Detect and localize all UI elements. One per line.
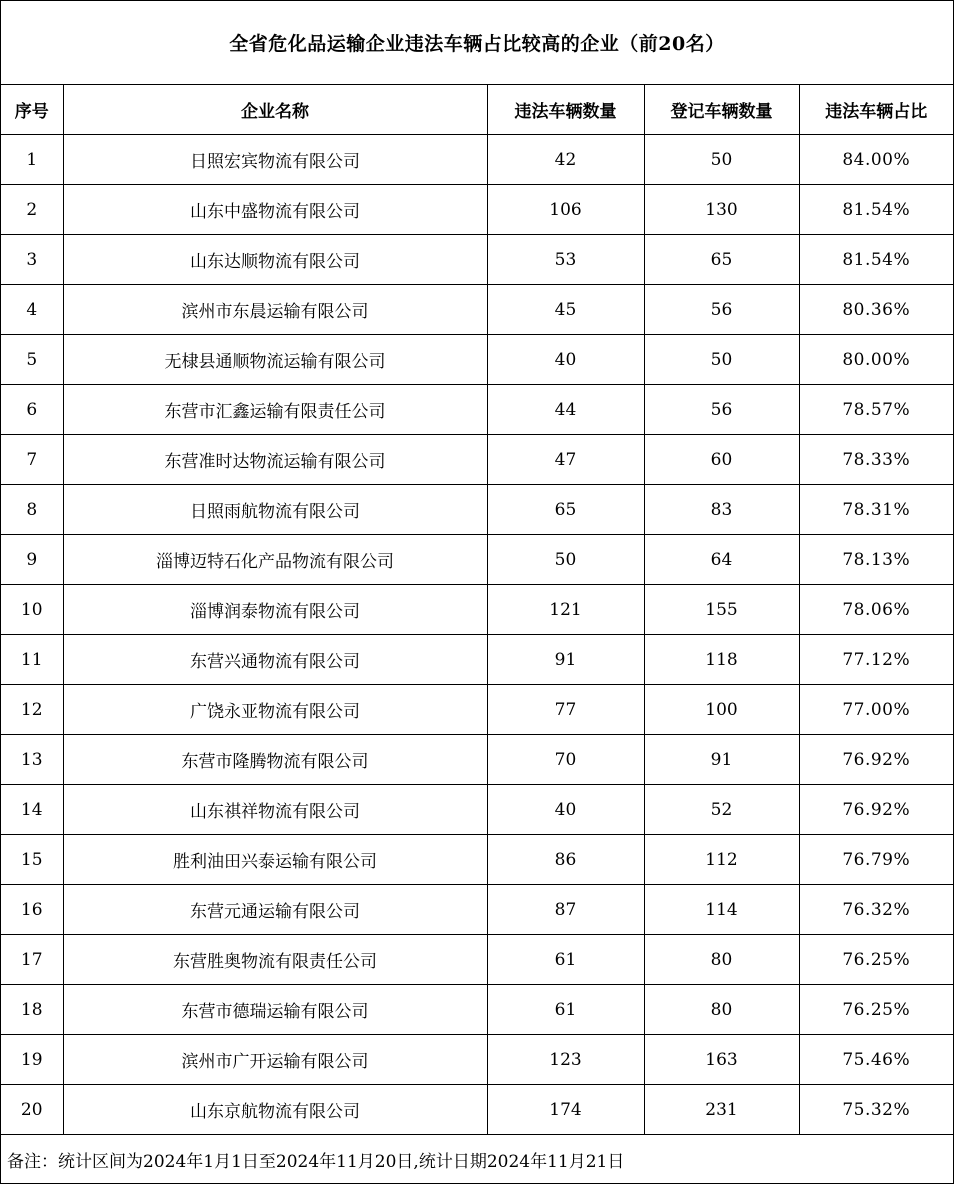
cell-violations: 65	[487, 485, 644, 535]
cell-no: 1	[1, 135, 63, 185]
cell-ratio: 75.46%	[799, 1035, 953, 1085]
cell-ratio: 78.31%	[799, 485, 953, 535]
header-violations: 违法车辆数量	[487, 85, 644, 135]
cell-name: 山东祺祥物流有限公司	[63, 785, 487, 835]
cell-ratio: 78.06%	[799, 585, 953, 635]
cell-ratio: 77.12%	[799, 635, 953, 685]
cell-name: 淄博润泰物流有限公司	[63, 585, 487, 635]
cell-violations: 106	[487, 185, 644, 235]
table-row	[1, 335, 953, 385]
cell-name: 广饶永亚物流有限公司	[63, 685, 487, 735]
cell-ratio: 76.92%	[799, 735, 953, 785]
cell-violations: 174	[487, 1085, 644, 1135]
table-row	[1, 535, 953, 585]
cell-registered: 130	[644, 185, 799, 235]
table-row	[1, 735, 953, 785]
header-registered: 登记车辆数量	[644, 85, 799, 135]
cell-no: 3	[1, 235, 63, 285]
cell-no: 16	[1, 885, 63, 935]
cell-registered: 83	[644, 485, 799, 535]
cell-violations: 44	[487, 385, 644, 435]
table-row	[1, 235, 953, 285]
cell-ratio: 76.79%	[799, 835, 953, 885]
cell-no: 12	[1, 685, 63, 735]
cell-violations: 77	[487, 685, 644, 735]
cell-violations: 70	[487, 735, 644, 785]
cell-registered: 50	[644, 135, 799, 185]
cell-name: 东营市德瑞运输有限公司	[63, 985, 487, 1035]
table-row	[1, 1085, 953, 1135]
cell-no: 7	[1, 435, 63, 485]
footnote: 备注：统计区间为2024年1月1日至2024年11月20日,统计日期2024年11月21日	[7, 1151, 625, 1172]
cell-ratio: 84.00%	[799, 135, 953, 185]
cell-name: 滨州市广开运输有限公司	[63, 1035, 487, 1085]
cell-no: 8	[1, 485, 63, 535]
cell-name: 山东达顺物流有限公司	[63, 235, 487, 285]
cell-violations: 87	[487, 885, 644, 935]
cell-violations: 61	[487, 935, 644, 985]
cell-no: 13	[1, 735, 63, 785]
cell-name: 东营元通运输有限公司	[63, 885, 487, 935]
cell-violations: 61	[487, 985, 644, 1035]
cell-registered: 231	[644, 1085, 799, 1135]
cell-violations: 45	[487, 285, 644, 335]
cell-name: 东营兴通物流有限公司	[63, 635, 487, 685]
cell-registered: 60	[644, 435, 799, 485]
cell-name: 山东中盛物流有限公司	[63, 185, 487, 235]
cell-no: 11	[1, 635, 63, 685]
cell-ratio: 78.33%	[799, 435, 953, 485]
cell-name: 淄博迈特石化产品物流有限公司	[63, 535, 487, 585]
cell-ratio: 76.25%	[799, 935, 953, 985]
cell-no: 9	[1, 535, 63, 585]
cell-no: 14	[1, 785, 63, 835]
cell-ratio: 78.13%	[799, 535, 953, 585]
cell-no: 10	[1, 585, 63, 635]
cell-registered: 100	[644, 685, 799, 735]
cell-violations: 121	[487, 585, 644, 635]
header-no: 序号	[1, 85, 63, 135]
cell-registered: 65	[644, 235, 799, 285]
cell-ratio: 80.36%	[799, 285, 953, 335]
table-row	[1, 935, 953, 985]
cell-name: 东营胜奥物流有限责任公司	[63, 935, 487, 985]
header-ratio: 违法车辆占比	[799, 85, 953, 135]
header-row	[1, 85, 953, 135]
table-row	[1, 885, 953, 935]
cell-ratio: 76.32%	[799, 885, 953, 935]
cell-no: 20	[1, 1085, 63, 1135]
cell-ratio: 80.00%	[799, 335, 953, 385]
cell-registered: 112	[644, 835, 799, 885]
cell-violations: 47	[487, 435, 644, 485]
table-row	[1, 385, 953, 435]
table-row	[1, 485, 953, 535]
cell-ratio: 78.57%	[799, 385, 953, 435]
table-row	[1, 435, 953, 485]
cell-registered: 80	[644, 985, 799, 1035]
table-row	[1, 135, 953, 185]
cell-no: 18	[1, 985, 63, 1035]
table-row	[1, 635, 953, 685]
cell-name: 东营市隆腾物流有限公司	[63, 735, 487, 785]
table-row	[1, 685, 953, 735]
cell-registered: 91	[644, 735, 799, 785]
table-row	[1, 285, 953, 335]
cell-no: 6	[1, 385, 63, 435]
cell-violations: 40	[487, 785, 644, 835]
cell-name: 日照宏宾物流有限公司	[63, 135, 487, 185]
cell-registered: 56	[644, 285, 799, 335]
cell-ratio: 77.00%	[799, 685, 953, 735]
cell-violations: 86	[487, 835, 644, 885]
cell-registered: 114	[644, 885, 799, 935]
table-row	[1, 985, 953, 1035]
cell-registered: 50	[644, 335, 799, 385]
cell-name: 无棣县通顺物流运输有限公司	[63, 335, 487, 385]
cell-violations: 50	[487, 535, 644, 585]
table-row	[1, 585, 953, 635]
cell-ratio: 81.54%	[799, 235, 953, 285]
table-body	[1, 135, 953, 1135]
table-row	[1, 835, 953, 885]
cell-no: 4	[1, 285, 63, 335]
cell-registered: 80	[644, 935, 799, 985]
cell-ratio: 75.32%	[799, 1085, 953, 1135]
cell-no: 15	[1, 835, 63, 885]
cell-registered: 52	[644, 785, 799, 835]
cell-registered: 64	[644, 535, 799, 585]
cell-name: 山东京航物流有限公司	[63, 1085, 487, 1135]
cell-name: 东营准时达物流运输有限公司	[63, 435, 487, 485]
table-row	[1, 785, 953, 835]
cell-no: 19	[1, 1035, 63, 1085]
cell-name: 滨州市东晨运输有限公司	[63, 285, 487, 335]
cell-registered: 155	[644, 585, 799, 635]
table-row	[1, 1035, 953, 1085]
cell-registered: 163	[644, 1035, 799, 1085]
cell-name: 胜利油田兴泰运输有限公司	[63, 835, 487, 885]
cell-violations: 91	[487, 635, 644, 685]
table-row	[1, 185, 953, 235]
cell-name: 日照雨航物流有限公司	[63, 485, 487, 535]
cell-no: 5	[1, 335, 63, 385]
cell-violations: 53	[487, 235, 644, 285]
cell-no: 2	[1, 185, 63, 235]
cell-no: 17	[1, 935, 63, 985]
cell-violations: 40	[487, 335, 644, 385]
cell-violations: 123	[487, 1035, 644, 1085]
cell-ratio: 76.92%	[799, 785, 953, 835]
table-title: 全省危化品运输企业违法车辆占比较高的企业（前20名）	[1, 1, 953, 85]
enterprise-table	[1, 85, 953, 1135]
header-name: 企业名称	[63, 85, 487, 135]
cell-ratio: 81.54%	[799, 185, 953, 235]
cell-registered: 118	[644, 635, 799, 685]
cell-name: 东营市汇鑫运输有限责任公司	[63, 385, 487, 435]
cell-violations: 42	[487, 135, 644, 185]
cell-ratio: 76.25%	[799, 985, 953, 1035]
cell-registered: 56	[644, 385, 799, 435]
